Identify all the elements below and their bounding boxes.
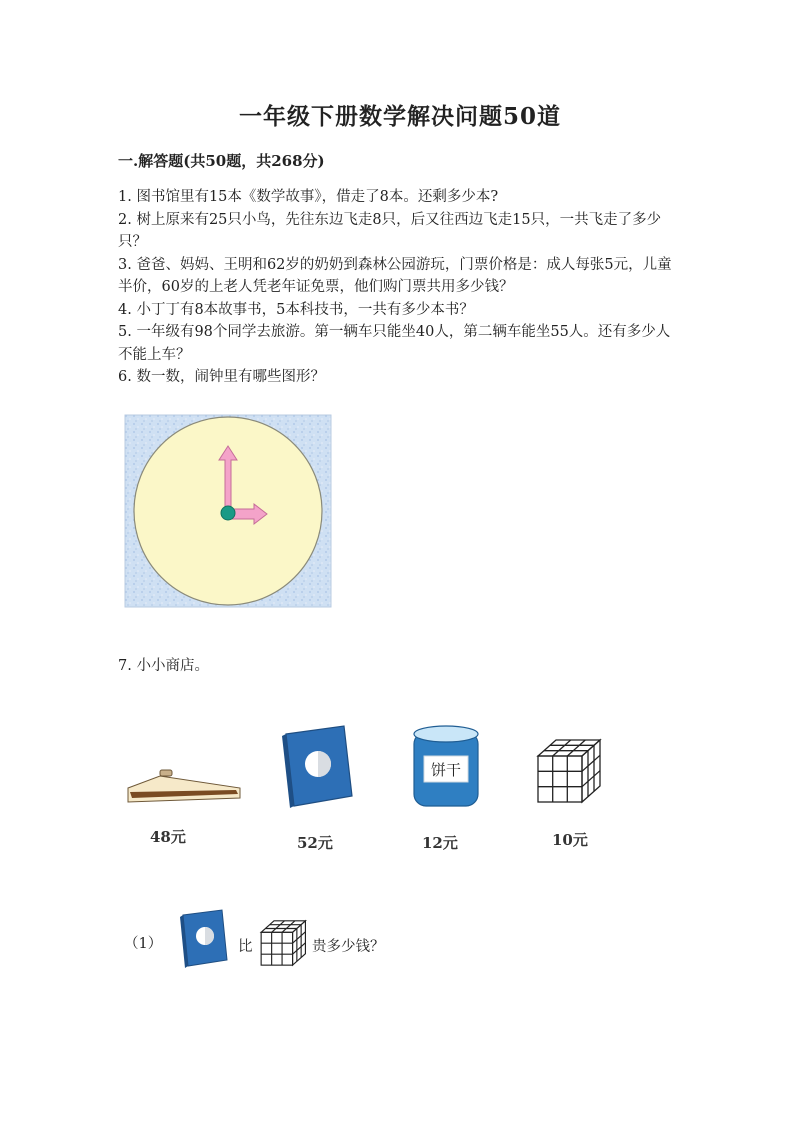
page-title: 一年级下册数学解决问题50道	[238, 103, 561, 130]
question-2: 2. 树上原来有25只小鸟，先往东边飞走8只，后又往西边飞走15只，一共飞走了多少只？	[118, 211, 662, 250]
question-list	[118, 186, 684, 389]
clock-figure	[124, 414, 334, 610]
question-1: 1. 图书馆里有15本《数学故事》，借走了8本。还剩多少本?	[118, 189, 499, 205]
biscuit-tin-label: 饼干	[430, 761, 462, 779]
pizza-box-icon	[124, 766, 242, 808]
compare-word: 比	[238, 939, 253, 955]
clock-center	[221, 506, 235, 520]
book-icon-small	[178, 908, 230, 970]
price-pizza: 48元	[150, 828, 186, 846]
rubik-cube-icon	[534, 736, 606, 806]
biscuit-tin-icon	[410, 724, 482, 812]
rubik-cube-icon-small	[258, 918, 310, 968]
question-4: 4. 小丁丁有8本故事书，5本科技书，一共有多少本书？	[118, 301, 474, 318]
question-7: 7. 小小商店。	[118, 658, 209, 674]
price-biscuit: 12元	[422, 834, 458, 852]
question-6: 6. 数一数，闹钟里有哪些图形？	[118, 369, 325, 385]
book-icon	[280, 724, 356, 810]
subquestion-number: （1）	[124, 936, 163, 952]
subquestion-ask: 贵多少钱？	[312, 939, 385, 955]
question-3: 3. 爸爸、妈妈、王明和62岁的奶奶到森林公园游玩，门票价格是：成人每张5元，儿童半价，60岁的上老人凭老年证免票，他们购门票共用多少钱？	[118, 256, 672, 295]
price-book: 52元	[297, 834, 333, 852]
question-5: 5. 一年级有98个同学去旅游。第一辆车只能坐40人，第二辆车能坐55人。还有多少人不能上车？	[118, 324, 671, 363]
section-heading: 一.解答题(共50题，共268分)	[118, 152, 325, 170]
price-cube: 10元	[552, 831, 588, 849]
